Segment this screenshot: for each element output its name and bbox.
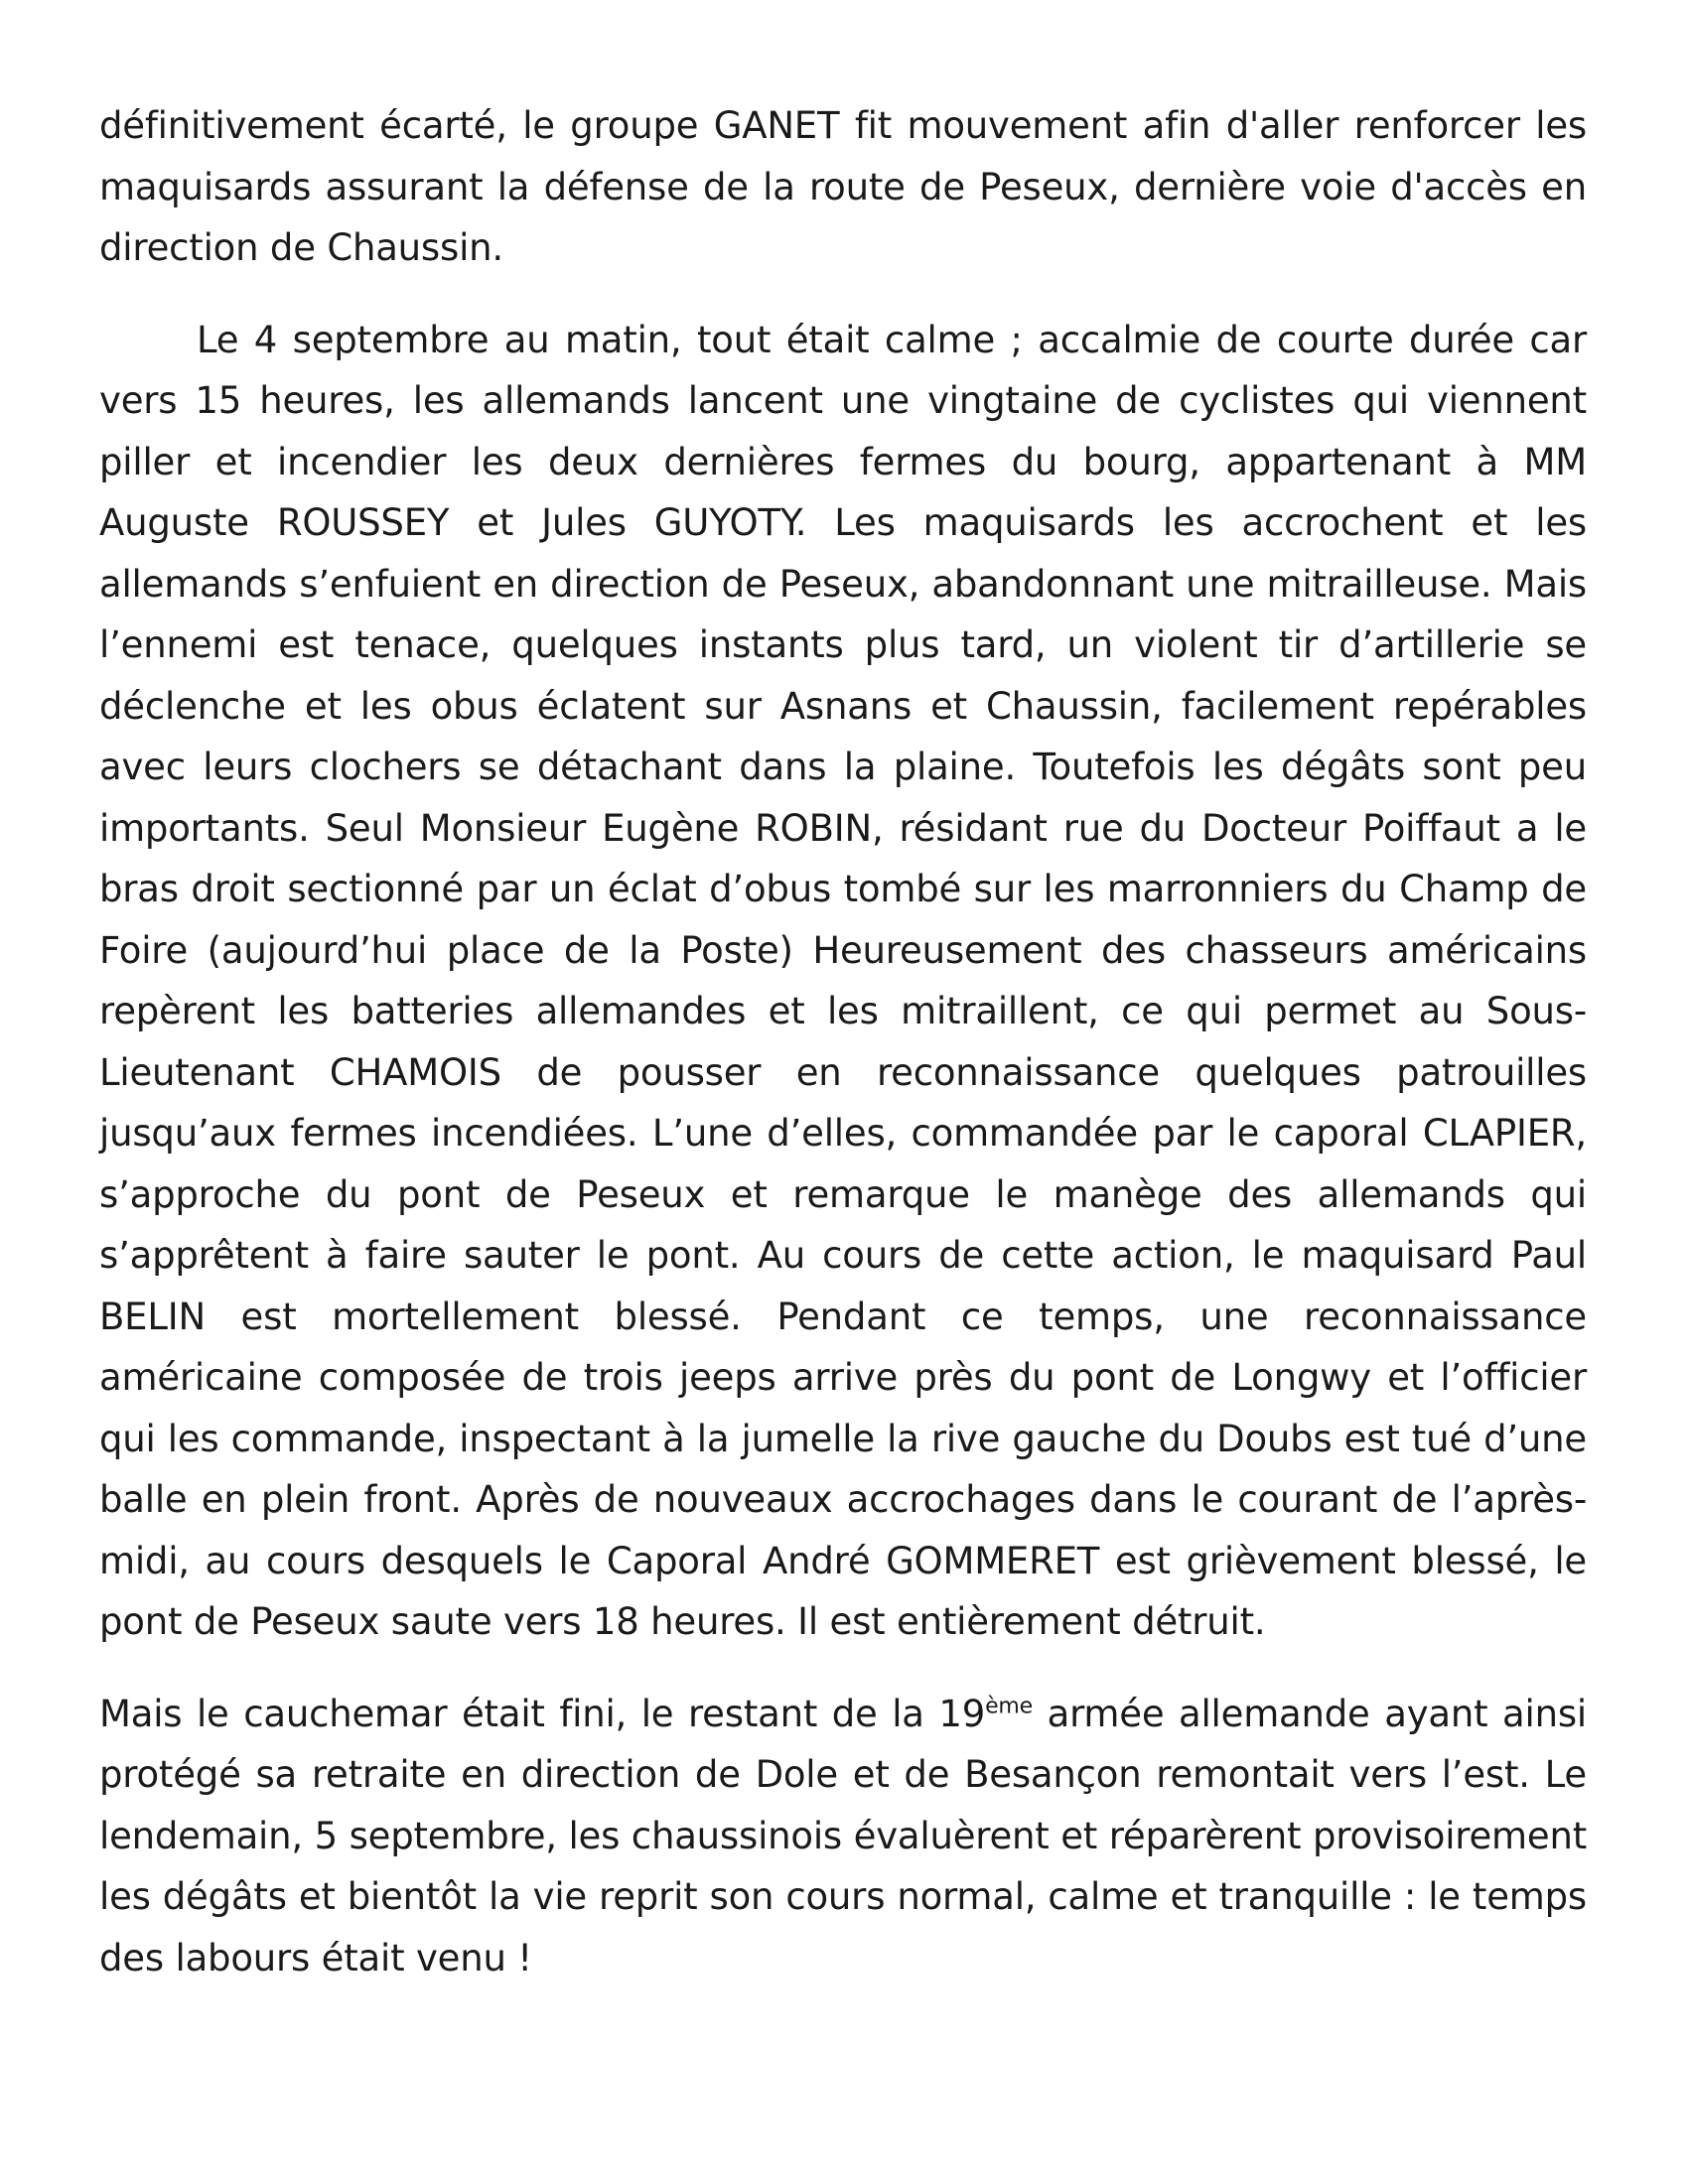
superscript-ordinal: ème — [985, 1694, 1033, 1719]
paragraph-2: Le 4 septembre au matin, tout était calme ; accalmie de courte durée car vers 15 heures, les allemands lancent une vingtaine de cyclistes qui viennent piller et incendier les deux dernières fermes du bourg, appartenant à MM Auguste ROUSSEY et Jules GUYOTY. Les maquisards les accrochent et les allemands s’enfuient en direction de Peseux, abandonnant une mitrailleuse. Mais l’ennemi est tenace, quelques instants plus tard, un violent tir d’artillerie se déclenche et les obus éclatent sur Asnans et Chaussin, facilement repérables avec leurs clochers se détachant dans la plaine. Toutefois les dégâts sont peu importants. Seul Monsieur Eugène ROBIN, résidant rue du Docteur Poiffaut a le bras droit sectionné par un éclat d’obus tombé sur les marronniers du Champ de Foire (aujourd’hui place de la Poste) Heureusement des chasseurs américains repèrent les batteries allemandes et les mitraillent, ce qui permet au Sous-Lieutenant CHAMOIS de pousser en reconnaissance quelques patrouilles jusqu’aux fermes incendiées. L’une d’elles, commandée par le caporal CLAPIER, s’approche du pont de Peseux et remarque le manège des allemands qui s’apprêtent à faire sauter le pont. Au cours de cette action, le maquisard Paul BELIN est mortellement blessé. Pendant ce temps, une reconnaissance américaine composée de trois jeeps arrive près du pont de Longwy et l’officier qui les commande, inspectant à la jumelle la rive gauche du Doubs est tué d’une balle en plein front. Après de nouveaux accrochages dans le courant de l’après-midi, au cours desquels le Caporal André GOMMERET est grièvement blessé, le pont de Peseux saute vers 18 heures. Il est entièrement détruit. — [99, 318, 1587, 1643]
paragraph-3-text-after: armée allemande ayant ainsi protégé sa retraite en direction de Dole et de Besançon remontait vers l’est. Le lendemain, 5 septembre, les chaussinois évaluèrent et réparèrent provisoirement les dégâts et bientôt la vie reprit son cours normal, calme et tranquille : le temps des labours était venu ! — [99, 1692, 1587, 1979]
paragraph-3 — [99, 1684, 1587, 1989]
paragraph-3-text-before: Mais le cauchemar était fini, le restant de la 19 — [99, 1692, 986, 1735]
document-page — [99, 95, 1587, 1988]
paragraph-1: définitivement écarté, le groupe GANET fit mouvement afin d'aller renforcer les maquisards assurant la défense de la route de Peseux, dernière voie d'accès en direction de Chaussin. — [99, 104, 1587, 269]
